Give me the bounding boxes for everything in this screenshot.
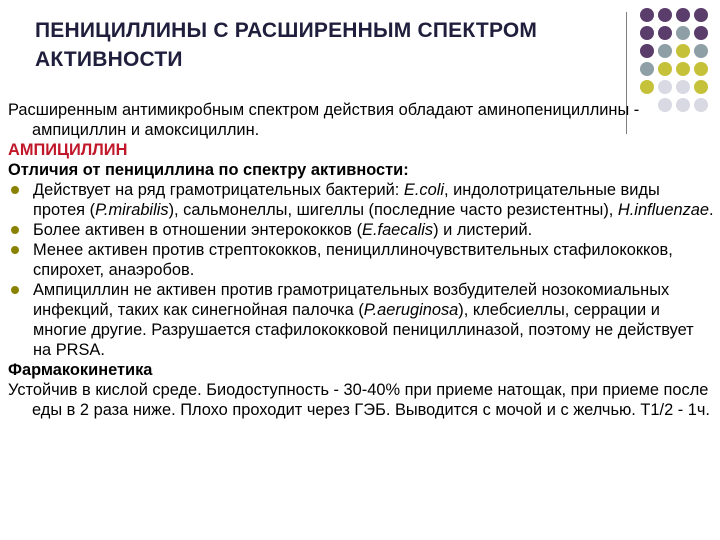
intro-paragraph: Расширенным антимикробным спектром действия обладают аминопенициллины - ампициллин и амоксициллин.: [8, 101, 640, 139]
bullet-text: Действует на ряд грамотрицательных бактерий: E.coli, индолотрицательные виды протея (P.mirabilis), сальмонеллы, шигеллы (последние часто резистентны), H.influenzae.: [33, 181, 714, 219]
bullet-dot-icon: [8, 240, 33, 280]
bullet-item: [8, 220, 714, 240]
decor-dot: [694, 8, 708, 22]
decor-dot: [694, 80, 708, 94]
bullet-dot-icon: [8, 180, 33, 220]
decor-dot: [676, 8, 690, 22]
decor-dot: [676, 44, 690, 58]
decor-dot: [658, 8, 672, 22]
decor-dot: [694, 44, 708, 58]
bullet-text: Менее активен против стрептококков, пенициллиночувствительных стафилококков, спирохет, анаэробов.: [33, 241, 673, 279]
decor-dot: [640, 62, 654, 76]
decor-dot: [694, 62, 708, 76]
bullet-dot-icon: [8, 220, 33, 240]
decor-dot: [676, 26, 690, 40]
decor-dot: [640, 8, 654, 22]
bullet-text: Ампициллин не активен против грамотрицательных возбудителей нозокомиальных инфекций, таких как синегнойная палочка (P.aeruginosa), клебсиеллы, серрации и многие другие. Разрушается стафилококковой пенициллиназой, поэтому не действует на PRSA.: [33, 281, 694, 359]
decor-dot: [658, 26, 672, 40]
pharmacokinetics-text: Устойчив в кислой среде. Биодоступность - 30-40% при приеме натощак, при приеме после еды в 2 раза ниже. Плохо проходит через ГЭБ. Выводится с мочой и с желчью. Т1/2 - 1ч.: [8, 381, 710, 419]
decor-dot: [658, 80, 672, 94]
bullet-dot-icon: [8, 280, 33, 360]
decor-dot: [658, 62, 672, 76]
decor-dot: [676, 80, 690, 94]
decor-dot: [676, 62, 690, 76]
decor-dot: [658, 44, 672, 58]
slide-body: [8, 100, 714, 420]
decor-dot: [640, 44, 654, 58]
decor-dot: [640, 26, 654, 40]
differences-heading: Отличия от пенициллина по спектру активности:: [8, 161, 409, 179]
decor-dot: [640, 80, 654, 94]
bullet-text: Более активен в отношении энтерококков (E.faecalis) и листерий.: [33, 221, 533, 239]
bullet-item: [8, 280, 714, 360]
drug-heading: АМПИЦИЛЛИН: [8, 141, 128, 159]
bullet-item: [8, 240, 714, 280]
slide-title: ПЕНИЦИЛЛИНЫ С РАСШИРЕННЫМ СПЕКТРОМ АКТИВНОСТИ: [35, 19, 538, 71]
bullet-item: [8, 180, 714, 220]
decor-dot: [694, 26, 708, 40]
pharmacokinetics-heading: Фармакокинетика: [8, 361, 153, 379]
